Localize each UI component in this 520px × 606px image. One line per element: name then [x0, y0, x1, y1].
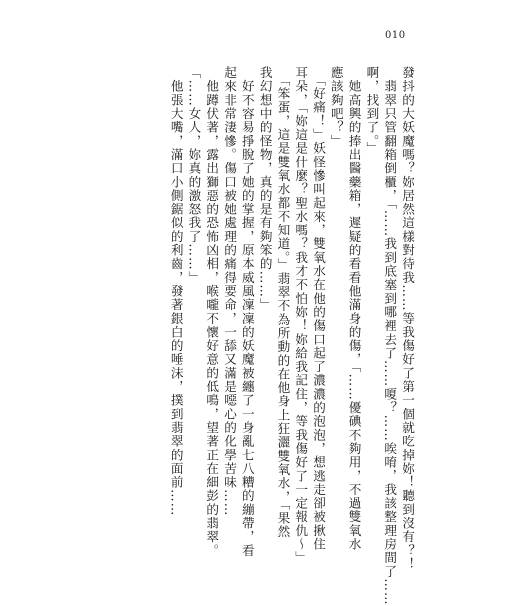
body-text	[167, 66, 416, 606]
text-line: 啊，找到了。」	[364, 66, 380, 156]
text-line: 他張大嘴，滿口小側鋸似的利齒，發著銀白的唾沫，撲到翡翠的面前……	[168, 66, 184, 517]
text-line: 翡翠只管翻箱倒櫃，「……我到底塞到哪裡去了……嗄？……唉唷，我該整理房間了……	[382, 66, 398, 606]
text-line: 發抖的大妖魔嗎？妳居然這樣對待我……等我傷好了第一個就吃掉妳！聽到沒有？！	[400, 66, 415, 572]
text-line: 應該夠吧？」	[328, 66, 344, 148]
text-line: 我幻想中的怪物，真的是有夠笨的……」	[257, 66, 273, 312]
text-line: 「笨蛋，這是雙氧水都不知道。」翡翠不為所動的在他身上狂灑雙氧水，「果然	[275, 66, 291, 539]
text-line: 「好痛！」妖怪慘叫起來，雙氧水在他的傷口起了濃濃的泡泡，想逃走卻被揪住	[311, 66, 327, 552]
text-line: 「……女人，妳真的激怒我了……」	[186, 66, 202, 285]
page-number: 010	[385, 30, 406, 41]
text-line: 耳朵，「妳這是什麼？聖水嗎？我才不怕妳！妳給我記住，等我傷好了一定報仇～」	[293, 66, 309, 565]
text-line: 他蹲伏著，露出獅惡的恐怖凶相，喉嚨不懷好意的低鳴，望著正在細彭的翡翠。	[204, 66, 220, 558]
text-line: 起來非常淒慘。傷口被她處理的痛得要命，一舔又滿是噁心的化學苦味……	[222, 66, 238, 517]
text-line: 好不容易掙脫了她的掌握，原本威風凜凜的妖魔被纏了一身亂七八糟的繃帶，看	[239, 66, 255, 558]
text-line: 她高興的捧出醫藥箱，遲疑的看看他滿身的傷，「……優碘不夠用，不過雙氧水	[346, 66, 362, 552]
